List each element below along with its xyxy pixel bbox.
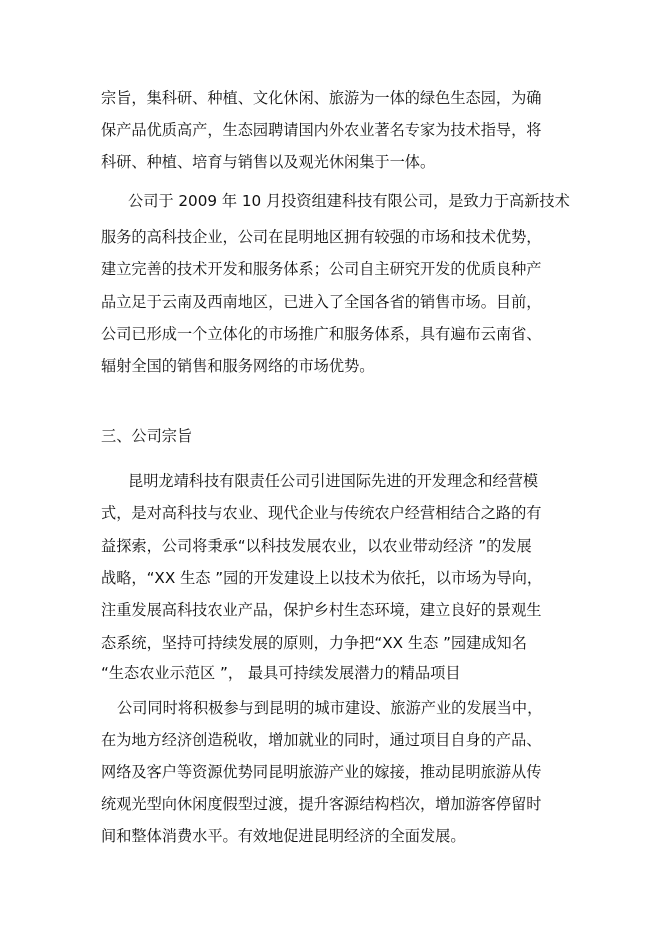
- paragraph-1-line-1: 宗旨，集科研、种植、文化休闲、旅游为一体的绿色生态园，为确: [101, 89, 542, 107]
- paragraph-4-line-1: 公司同时将积极参与到昆明的城市建设、旅游产业的发展当中，: [117, 699, 543, 717]
- paragraph-3-line-3: 益探索，公司将秉承“以科技发展农业，以农业带动经济 ”的发展: [101, 537, 532, 555]
- paragraph-4-line-2: 在为地方经济创造税收，增加就业的同时，通过项目自身的产品、: [101, 731, 542, 749]
- paragraph-2-line-6: 辐射全国的销售和服务网络的市场优势。: [101, 357, 375, 375]
- paragraph-3-line-6: 态系统，坚持可持续发展的原则，力争把“XX 生态 ”园建成知名: [101, 634, 527, 652]
- paragraph-3-line-4: 战略，“XX 生态 ”园的开发建设上以技术为依托，以市场为导向，: [101, 569, 543, 587]
- paragraph-2-line-3: 建立完善的技术开发和服务体系；公司自主研究开发的优质良种产: [101, 260, 542, 278]
- paragraph-2-line-4: 品立足于云南及西南地区，已进入了全国各省的销售市场。目前，: [101, 293, 542, 311]
- paragraph-3-line-5: 注重发展高科技农业产品，保护乡村生态环境，建立良好的景观生: [101, 601, 542, 619]
- paragraph-2-line-2: 服务的高科技企业，公司在昆明地区拥有较强的市场和技术优势，: [101, 228, 542, 246]
- paragraph-3-line-2: 式，是对高科技与农业、现代企业与传统农户经营相结合之路的有: [101, 504, 542, 522]
- section-heading: 三、公司宗旨: [101, 427, 193, 445]
- paragraph-1-line-2: 保产品优质高产，生态园聘请国内外农业著名专家为技术指导，将: [101, 121, 542, 139]
- paragraph-4-line-3: 网络及客户等资源优势同昆明旅游产业的嫁接，推动昆明旅游从传: [101, 763, 542, 781]
- paragraph-3-line-1: 昆明龙靖科技有限责任公司引进国际先进的开发理念和经营模: [128, 472, 539, 490]
- paragraph-1-line-3: 科研、种植、培育与销售以及观光休闲集于一体。: [101, 153, 436, 171]
- paragraph-2-line-5: 公司已形成一个立体化的市场推广和服务体系，具有遍布云南省、: [101, 325, 542, 343]
- paragraph-4-line-5: 间和整体消费水平。有效地促进昆明经济的全面发展。: [101, 827, 466, 845]
- paragraph-2-line-1: 公司于 2009 年 10 月投资组建科技有限公司，是致力于高新技术: [128, 192, 570, 210]
- paragraph-3-line-7: “生态农业示范区 ”， 最具可持续发展潜力的精品项目: [101, 664, 461, 682]
- paragraph-4-line-4: 统观光型向休闲度假型过渡，提升客源结构档次，增加游客停留时: [101, 795, 542, 813]
